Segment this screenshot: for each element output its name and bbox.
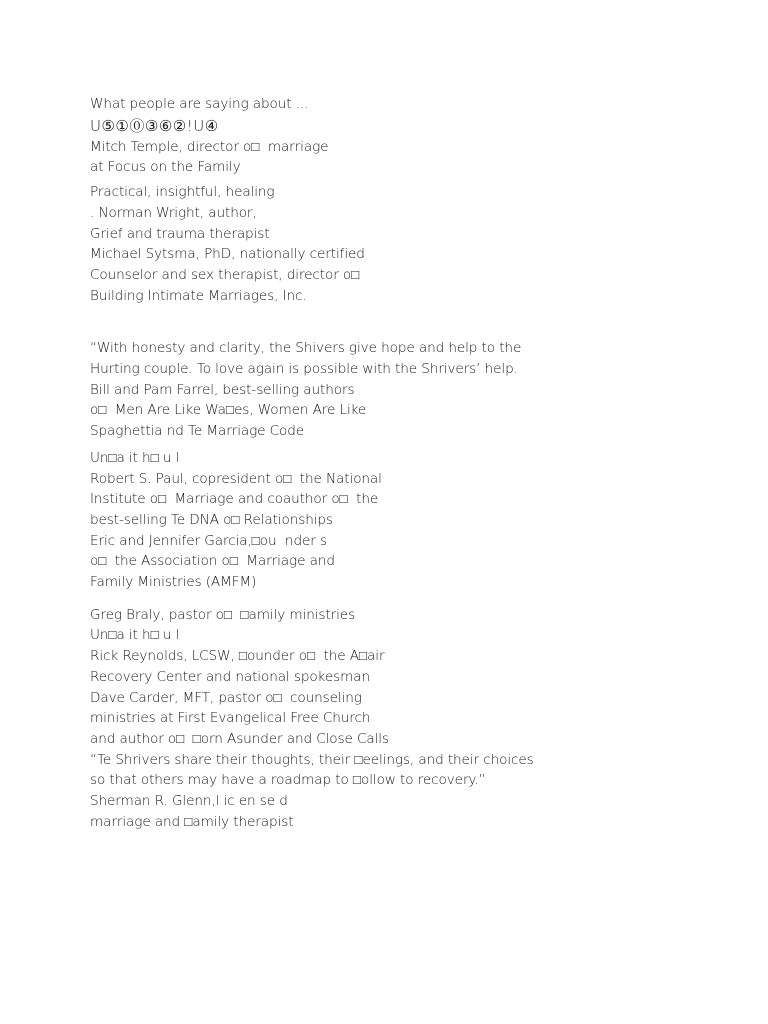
endorsement-block-5 (90, 605, 750, 833)
text-line: Grief and trauma therapist (90, 225, 270, 242)
text-line: marriage and □amily therapist (90, 813, 294, 830)
text-line: Michael Sytsma, PhD, nationally certified (90, 246, 365, 263)
text-line: and author o□ □orn Asunder and Close Calls (90, 730, 389, 747)
text-line: Family Ministries (AMFM) (90, 574, 257, 591)
text-line: best-selling Te DNA o□ Relationships (90, 511, 333, 528)
spacer (90, 306, 750, 338)
text-line: Institute o□ Marriage and coauthor o□ the (90, 491, 379, 508)
text-line: so that others may have a roadmap to □ollow to recovery.” (90, 772, 486, 789)
text-line: “With honesty and clarity, the Shivers give hope and help to the (90, 340, 522, 357)
endorsement-block-4 (90, 448, 750, 593)
text-line: at Focus on the Family (90, 159, 241, 176)
endorsement-block-3 (90, 338, 750, 442)
text-line: Building Intimate Marriages, Inc. (90, 287, 307, 304)
endorsement-block-1 (90, 137, 750, 178)
text-line: Hurting couple. To love again is possible with the Shrivers’ help. (90, 361, 518, 378)
text-line: o□ Men Are Like Wa□es, Women Are Like (90, 402, 367, 419)
text-line: o□ the Association o□ Marriage and (90, 553, 335, 570)
document-page (90, 94, 750, 833)
text-line: Counselor and sex therapist, director o□ (90, 266, 360, 283)
text-line: Bill and Pam Farrel, best-selling authors (90, 381, 355, 398)
text-line: ministries at First Evangelical Free Church (90, 710, 371, 727)
text-line: “Te Shrivers share their thoughts, their □eelings, and their choices (90, 751, 534, 768)
text-line: Un□a it h□ u l (90, 627, 180, 644)
text-line: Un□a it h□ u l (90, 449, 180, 466)
text-line: Eric and Jennifer Garcia,□ou nder s (90, 532, 327, 549)
text-line: Rick Reynolds, LCSW, □ounder o□ the A□air (90, 648, 385, 665)
text-line: Sherman R. Glenn,l ic en se d (90, 793, 288, 810)
text-line: Mitch Temple, director o□ marriage (90, 138, 329, 155)
book-title-code: U⑤①⓪③⑥②!U④ (90, 116, 219, 135)
endorsement-block-2 (90, 182, 750, 306)
text-line: Dave Carder, MFT, pastor o□ counseling (90, 689, 362, 706)
text-line: Greg Braly, pastor o□ □amily ministries (90, 606, 356, 623)
text-line: Recovery Center and national spokesman (90, 668, 370, 685)
text-line: . Norman Wright, author, (90, 204, 257, 221)
text-line: Robert S. Paul, copresident o□ the National (90, 470, 382, 487)
text-line: Practical, insightful, healing (90, 184, 275, 201)
spacer (90, 593, 750, 605)
heading: What people are saying about ... (90, 96, 309, 112)
text-line: Spaghettia nd Te Marriage Code (90, 423, 305, 440)
